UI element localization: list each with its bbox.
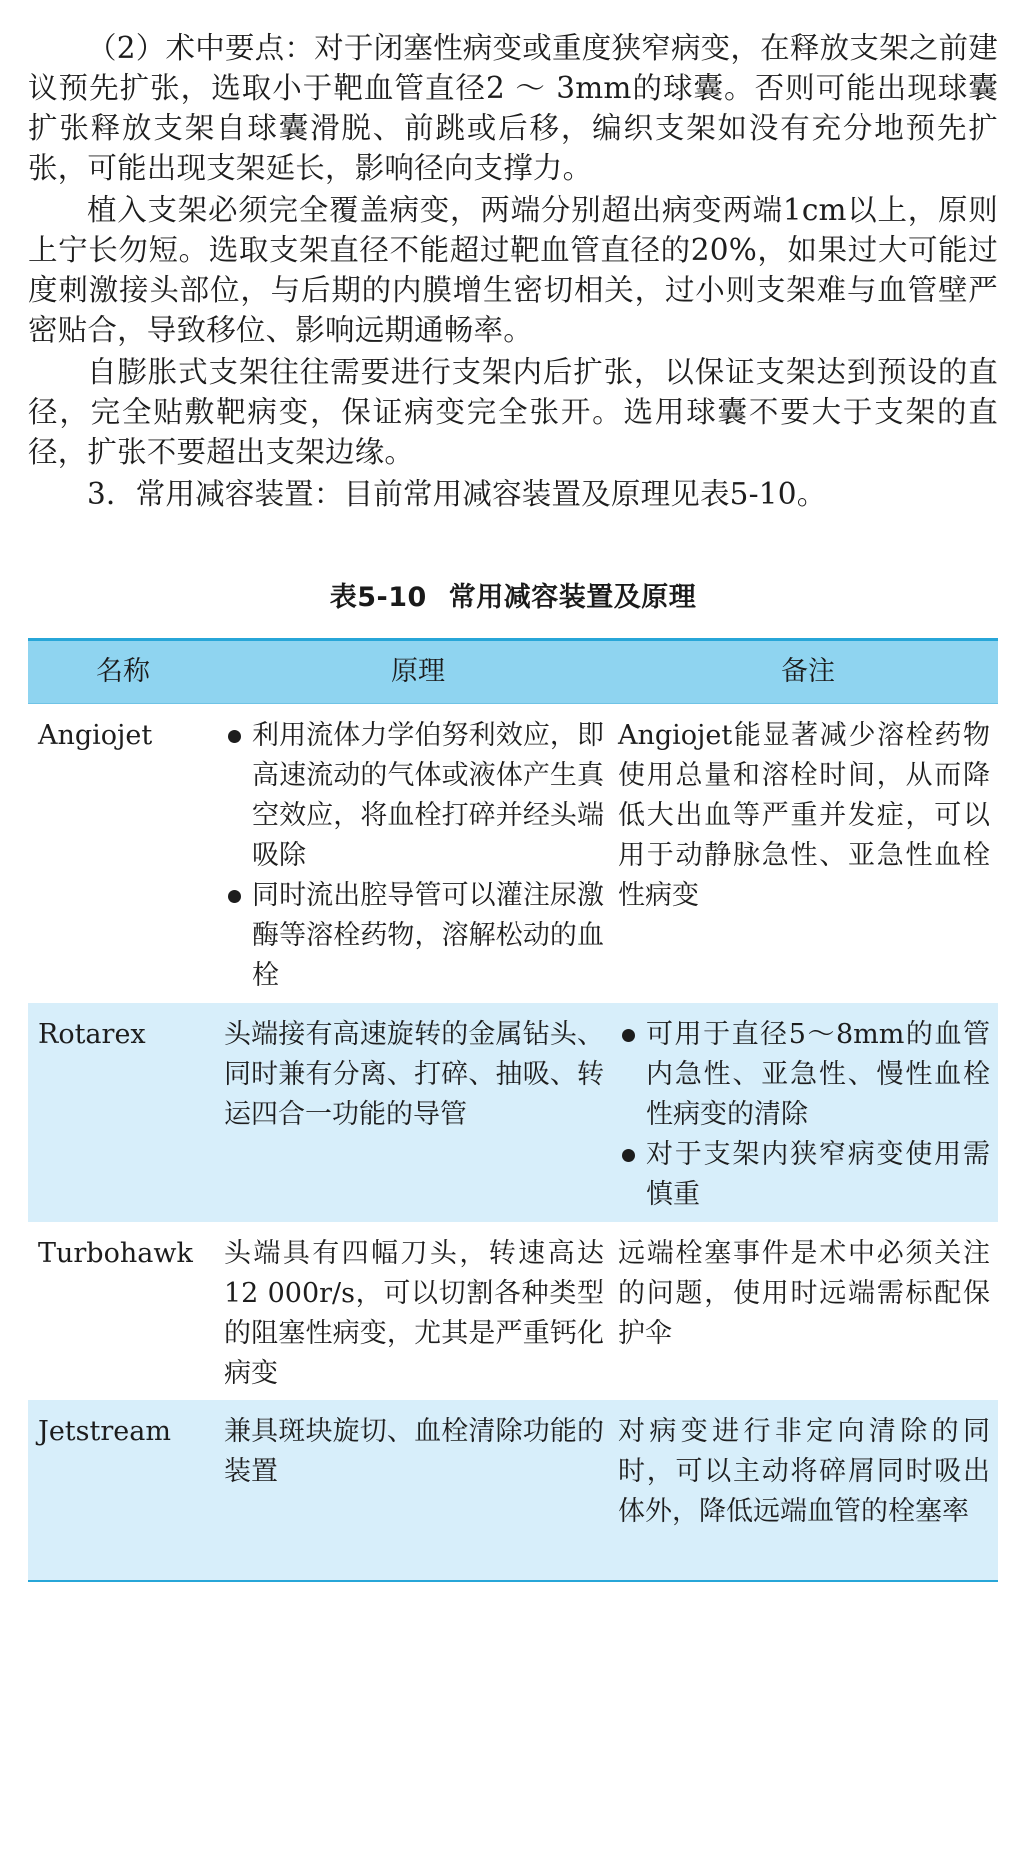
row-name: Turbohawk — [38, 1238, 193, 1269]
row-remark: Angiojet能显著减少溶栓药物使用总量和溶栓时间，从而降低大出血等严重并发症，可以用于动静脉急性、亚急性血栓性病变 — [618, 720, 990, 911]
row-principle: 头端具有四幅刀头，转速高达12 000r/s，可以切割各种类型的阻塞性病变，尤其是严重钙化病变 — [224, 1238, 604, 1389]
row-name: Jetstream — [38, 1416, 171, 1447]
table-row — [28, 704, 998, 1003]
table-header-row — [28, 641, 998, 704]
bullet-item: 可用于直径5～8mm的血管内急性、亚急性、慢性血栓性病变的清除 — [618, 1015, 990, 1135]
row-remark: 对病变进行非定向清除的同时，可以主动将碎屑同时吸出体外，降低远端血管的栓塞率 — [618, 1416, 990, 1527]
paragraph-4: 3．常用减容装置：目前常用减容装置及原理见表5-10。 — [87, 477, 827, 511]
table-title: 常用减容装置及原理 — [448, 582, 697, 613]
row-principle — [224, 716, 618, 1003]
row-remark — [618, 1015, 998, 1222]
row-name: Rotarex — [38, 1019, 146, 1050]
table-row — [28, 1003, 998, 1222]
row-principle: 兼具斑块旋切、血栓清除功能的装置 — [224, 1416, 604, 1487]
row-remark: 远端栓塞事件是术中必须关注的问题，使用时远端需标配保护伞 — [618, 1238, 990, 1349]
bullet-item: 对于支架内狭窄病变使用需慎重 — [618, 1135, 990, 1215]
header-principle: 原理 — [391, 656, 445, 687]
table-row — [28, 1400, 998, 1580]
header-name: 名称 — [96, 656, 150, 687]
header-remark: 备注 — [781, 656, 835, 687]
row-principle: 头端接有高速旋转的金属钻头、同时兼有分离、打碎、抽吸、转运四合一功能的导管 — [224, 1019, 604, 1130]
document-page — [28, 28, 998, 1582]
bullet-item: 同时流出腔导管可以灌注尿激酶等溶栓药物，溶解松动的血栓 — [224, 876, 604, 996]
row-name: Angiojet — [38, 720, 153, 751]
paragraph-2: 植入支架必须完全覆盖病变，两端分别超出病变两端1cm以上，原则上宁长勿短。选取支架直径不能超过靶血管直径的20%，如果过大可能过度刺激接头部位，与后期的内膜增生密切相关，过小则支架难与血管壁严密贴合，导致移位、影响远期通畅率。 — [28, 193, 998, 347]
device-table — [28, 638, 998, 1582]
paragraph-3: 自膨胀式支架往往需要进行支架内后扩张，以保证支架达到预设的直径，完全贴敷靶病变，保证病变完全张开。选用球囊不要大于支架的直径，扩张不要超出支架边缘。 — [28, 355, 998, 469]
paragraph-1: （2）术中要点：对于闭塞性病变或重度狭窄病变，在释放支架之前建议预先扩张，选取小于靶血管直径2 ～ 3mm的球囊。否则可能出现球囊扩张释放支架自球囊滑脱、前跳或后移，编织支架如没有充分地预先扩张，可能出现支架延长，影响径向支撑力。 — [28, 31, 998, 185]
table-row — [28, 1222, 998, 1400]
table-number: 表5-10 — [329, 582, 427, 613]
table-caption — [28, 578, 998, 618]
bullet-item: 利用流体力学伯努利效应，即高速流动的气体或液体产生真空效应，将血栓打碎并经头端吸除 — [224, 716, 604, 876]
